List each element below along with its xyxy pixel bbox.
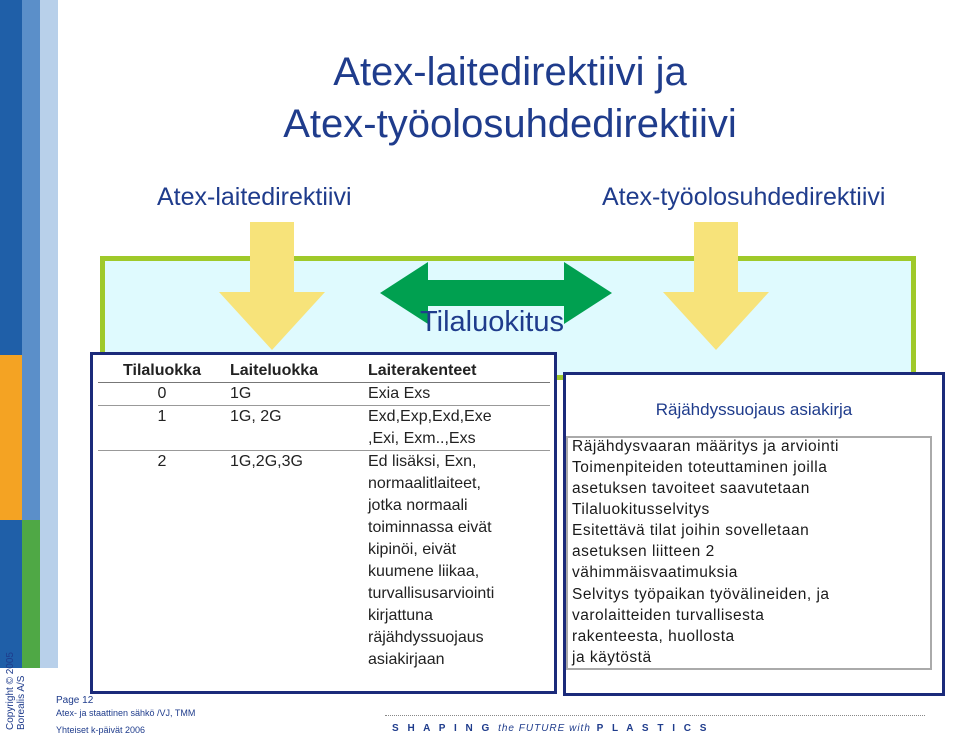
category-cell: 1G,2G,3G [230,453,303,470]
construction-line: turvallisusarviointi [368,585,495,602]
document-box-line: asetuksen liitteen 2 [572,543,715,560]
zone-cell: 2 [157,453,167,470]
document-box-title: Räjähdyssuojaus asiakirja [655,400,853,419]
footer-divider [385,715,925,716]
page-number: Page 12 [56,695,94,706]
company-slogan [392,723,709,734]
category-cell: 1G, 2G [226,406,364,451]
construction-line: asiakirjaan [368,651,445,668]
table-header-construction: Laiterakenteet [364,360,550,383]
document-box-line: Selvitys työpaikan työvälineiden, ja [572,586,830,603]
document-box-line: varolaitteiden turvallisesta [572,607,765,624]
subheading-right: Atex-työolosuhdedirektiivi [602,183,886,211]
document-box-line: Tilaluokitusselvitys [572,501,710,518]
slogan-part: the FUTURE with [498,723,591,734]
slogan-part: P L A S T I C S [596,723,710,734]
construction-cell [364,383,550,406]
document-box-line: ja käytöstä [572,649,652,666]
construction-line: Exia Exs [368,385,431,402]
classification-label: Tilaluokitus [420,306,564,338]
construction-line: räjähdyssuojaus [368,629,484,646]
construction-line: normaalitlaiteet, [368,475,481,492]
document-box-line: asetuksen tavoiteet saavutetaan [572,480,810,497]
document-box-line: Räjähdysvaaran määritys ja arviointi [572,438,839,455]
document-box-line: rakenteesta, huollosta [572,628,735,645]
down-arrow-left-icon [217,222,327,352]
copyright-text: Copyright © 2005 Borealis A/S [5,652,27,730]
subheading-left: Atex-laitedirektiivi [157,183,352,211]
left-stripe-green [22,520,40,668]
construction-line: kipinöi, eivät [368,541,457,558]
slide-title-line1: Atex-laitedirektiivi ja [333,50,687,94]
footer-line2: Yhteiset k-päivät 2006 [56,725,146,735]
left-stripe-dark-blue [0,0,22,668]
left-stripe-light-blue [40,0,58,668]
document-box-line: vähimmäisvaatimuksia [572,564,738,581]
left-stripe-orange [0,355,22,520]
zone-cell: 0 [98,383,226,406]
zone-cell: 1 [98,406,226,451]
table-row [98,406,550,451]
table-row [98,451,550,672]
construction-cell [364,451,550,672]
zone-table [98,360,550,671]
slogan-part: S H A P I N G [392,723,493,734]
construction-line: jotka normaali [368,497,468,514]
construction-line: Exd,Exp,Exd,Exe [368,408,492,425]
construction-cell [364,406,550,451]
table-header-zone: Tilaluokka [98,360,226,383]
construction-line: ,Exi, Exm..,Exs [368,430,476,447]
down-arrow-right-icon [661,222,771,352]
document-box-line: Esitettävä tilat joihin sovelletaan [572,522,810,539]
slide-title-line2: Atex-työolosuhdedirektiivi [283,102,737,146]
construction-line: kuumene liikaa, [368,563,480,580]
footer-line1: Atex- ja staattinen sähkö /VJ, TMM [56,708,196,718]
table-header-category: Laiteluokka [226,360,364,383]
construction-line: Ed lisäksi, Exn, [368,453,477,470]
construction-line: toiminnassa eivät [368,519,492,536]
table-row [98,383,550,406]
document-box-line: Toimenpiteiden toteuttaminen joilla [572,459,828,476]
category-cell: 1G [226,383,364,406]
construction-line: kirjattuna [368,607,433,624]
